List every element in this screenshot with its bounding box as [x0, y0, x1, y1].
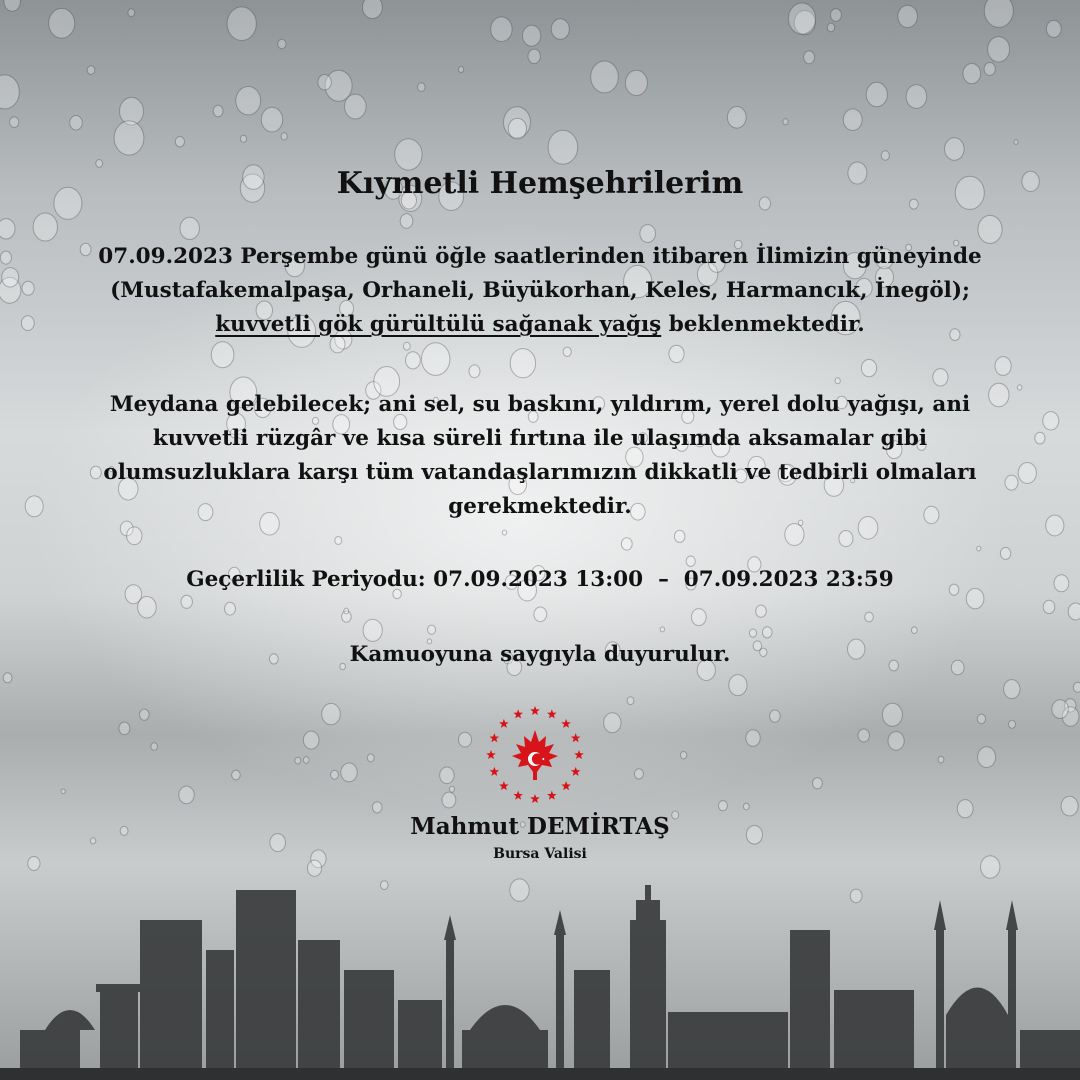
advice-line-1: Meydana gelebilecek; ani sel, su baskını, yıldırım, yerel dolu yağışı, ani — [109, 392, 971, 417]
governorship-emblem-icon — [482, 702, 588, 808]
advice-paragraph — [0, 388, 1080, 524]
validity-start: 07.09.2023 13:00 — [433, 567, 644, 592]
city-skyline — [0, 880, 1080, 1080]
signer-role: Bursa Valisi — [493, 846, 587, 862]
warning-line-3-rest: beklenmektedir. — [661, 312, 865, 337]
warning-paragraph — [0, 240, 1080, 342]
closing-statement: Kamuoyuna saygıyla duyurulur. — [349, 642, 731, 667]
validity-end: 07.09.2023 23:59 — [683, 567, 894, 592]
advice-line-3: olumsuzluklara karşı tüm vatandaşlarımızın dikkatli ve tedbirli olmaları — [103, 460, 977, 485]
validity-separator: – — [658, 567, 669, 592]
signer-name: Mahmut DEMİRTAŞ — [410, 813, 670, 840]
announcement-title: Kıymetli Hemşehrilerim — [336, 166, 744, 201]
warning-line-2: (Mustafakemalpaşa, Orhaneli, Büyükorhan, Keles, Harmancık, İnegöl); — [110, 278, 970, 303]
advice-line-4: gerekmektedir. — [448, 494, 632, 519]
advice-line-2: kuvvetli rüzgâr ve kısa süreli fırtına ile ulaşımda aksamalar gibi — [152, 426, 928, 451]
validity-label: Geçerlilik Periyodu: — [186, 567, 426, 592]
warning-emphasis: kuvvetli gök gürültülü sağanak yağış — [215, 312, 662, 337]
warning-line-3 — [0, 308, 1080, 342]
validity-period — [0, 567, 1080, 592]
warning-line-1: 07.09.2023 Perşembe günü öğle saatlerinden itibaren İlimizin güneyinde — [98, 244, 982, 269]
